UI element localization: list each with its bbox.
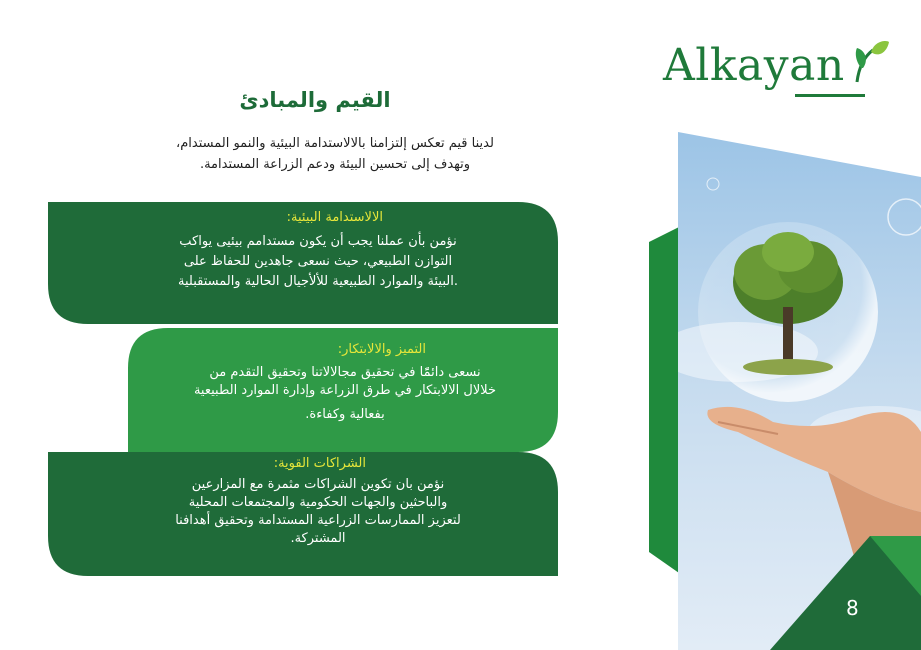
value-line: .البيئة والموارد الطبيعية للألأجيال الحالية والمستقبلية: [178, 274, 458, 289]
intro-text: [120, 133, 550, 175]
value-title: التميز والالابتكار:: [337, 342, 426, 357]
value-body: [108, 476, 528, 548]
value-line: والباحثين والجهات الحكومية والمجتمعات المحلية: [188, 495, 448, 510]
brand-name: Alkayan: [663, 40, 845, 91]
value-line: خلالال الالابتكار في طرق الزراعة وإدارة الموارد الطبيعية: [193, 383, 497, 398]
intro-line-1: لدينا قيم تعكس إلتزامنا بالالاستدامة البيئية والنمو المستدام،: [176, 136, 494, 151]
brand-logo: [663, 38, 893, 110]
value-line: التوازن الطبيعي، حيث نسعى جاهدين للحفاظ على: [183, 254, 453, 269]
value-body: [140, 364, 550, 424]
value-body: [108, 232, 528, 292]
value-title: الشراكات القوية:: [273, 456, 366, 471]
value-card-innovation: [128, 328, 558, 452]
leaf-icon: [851, 38, 891, 88]
page-number: 8: [846, 596, 859, 620]
value-line: نؤمن بان تكوين الشراكات مثمرة مع المزارعين: [191, 477, 445, 492]
value-line: المشتركة.: [290, 531, 346, 546]
value-card-partnerships: [48, 452, 558, 576]
value-line: لتعزيز الممارسات الزراعية المستدامة وتحقيق أهدافنا: [175, 513, 461, 528]
value-line: نسعى دائمًًًا في تحقيق مجالالاتنا وتحقيق التقدم من: [209, 365, 481, 380]
page-title: القيم والمبادئ: [239, 88, 391, 112]
value-card-sustainability: [48, 202, 558, 324]
corner-accent: [770, 536, 921, 650]
value-line: نؤمن بأن عملنا يجب أن يكون مستدامم بيئيى يواكب: [179, 234, 457, 249]
value-title: الالاستدامة البيئية:: [286, 210, 383, 225]
brand-underline: [795, 94, 865, 98]
intro-line-2: وتهدف إلى تحسين البيئة ودعم الزراعة المستدامة.: [199, 157, 471, 172]
value-line: بفعالية وكفاءة.: [305, 407, 385, 422]
